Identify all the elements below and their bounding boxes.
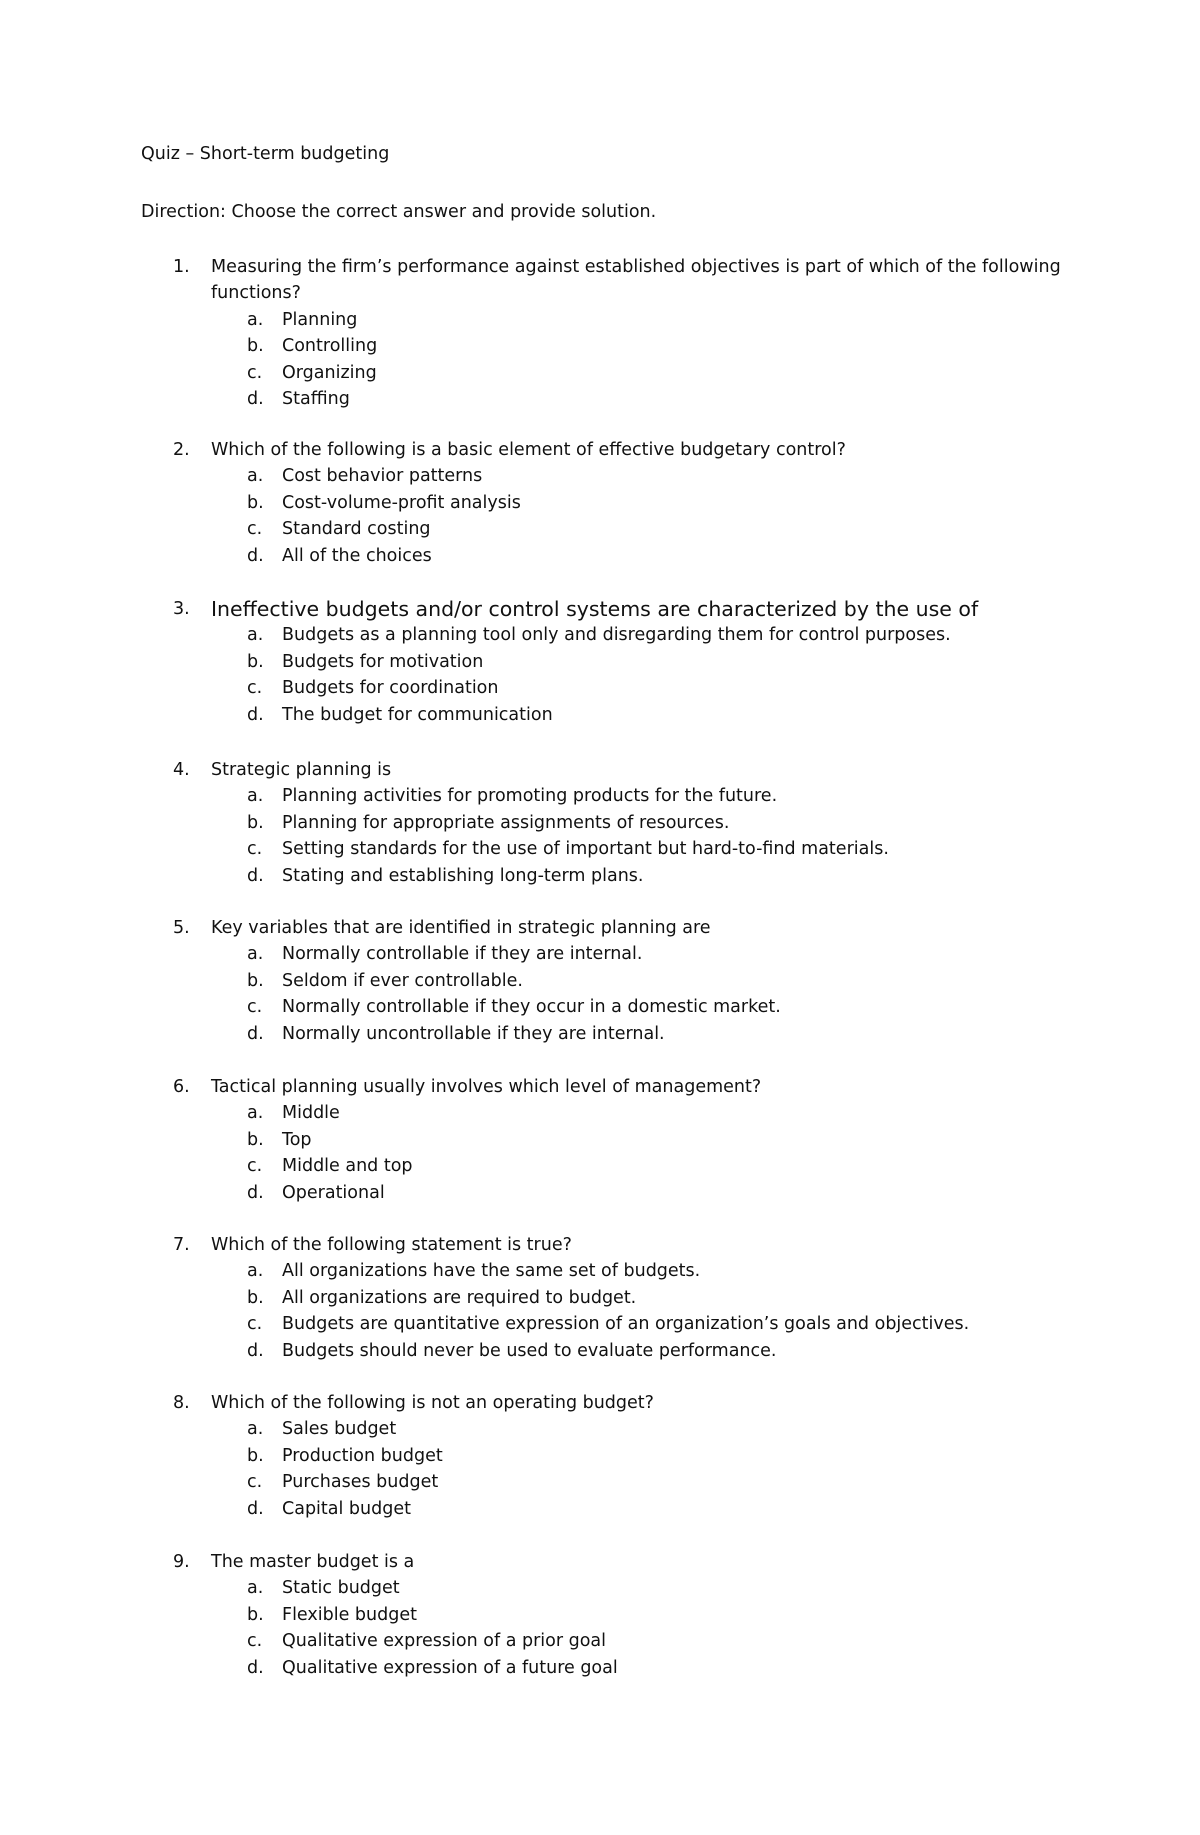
choice-c [0,994,1200,1020]
choice-letter: c. [247,1631,263,1652]
question-number: 2. [173,440,190,460]
choice-letter: b. [247,492,264,513]
choice-text: Budgets as a planning tool only and disregarding them for control purposes. [282,625,951,646]
choice-letter: b. [247,336,264,357]
choice-letter: a. [247,309,264,330]
question-row [0,254,1200,280]
choice-b [0,649,1200,675]
choice-text: Flexible budget [282,1604,417,1625]
choice-d [0,1180,1200,1206]
question-number: 6. [173,1077,190,1097]
choice-text: Middle and top [282,1156,413,1177]
choice-letter: a. [247,944,264,965]
choice-d [0,386,1200,412]
question-number: 4. [173,760,190,780]
choice-c [0,1153,1200,1179]
choice-text: Cost behavior patterns [282,466,483,487]
choice-text: Budgets for coordination [282,678,499,699]
choice-text: Middle [282,1103,340,1124]
choice-text: The budget for communication [282,704,553,725]
choice-b [0,333,1200,359]
question-number: 1. [173,257,190,277]
choice-text: Top [282,1129,312,1150]
choice-d [0,1021,1200,1047]
choice-c [0,1311,1200,1337]
choice-d [0,1338,1200,1364]
choice-c [0,1628,1200,1654]
choice-text: Sales budget [282,1419,397,1440]
choice-a [0,1258,1200,1284]
choice-b [0,1602,1200,1628]
choice-letter: a. [247,786,264,807]
choice-letter: a. [247,466,264,487]
choice-text: Planning [282,309,358,330]
question-row [0,437,1200,463]
choice-text: Normally controllable if they are internal. [282,944,643,965]
choice-letter: c. [247,997,263,1018]
question-text: Strategic planning is [211,760,392,780]
choice-b [0,1285,1200,1311]
choice-text: Normally controllable if they occur in a domestic market. [282,997,781,1018]
question-7 [0,1232,1200,1364]
question-row [0,1390,1200,1416]
question-row [0,915,1200,941]
question-text: Measuring the firm’s performance against established objectives is part of which of the following [211,257,1061,277]
question-8 [0,1390,1200,1522]
direction-text: Direction: Choose the correct answer and provide solution. [141,202,657,222]
question-text: Key variables that are identified in strategic planning are [211,918,711,938]
choice-letter: d. [247,1340,264,1361]
choice-letter: d. [247,388,264,409]
choice-text: Organizing [282,362,377,383]
choice-letter: b. [247,1287,264,1308]
question-3 [0,596,1200,728]
choice-b [0,968,1200,994]
question-row-continued [0,280,1200,306]
choice-letter: d. [247,865,264,886]
choice-letter: b. [247,970,264,991]
choice-c [0,1469,1200,1495]
choice-letter: b. [247,1129,264,1150]
choice-letter: b. [247,812,264,833]
choice-text: Qualitative expression of a future goal [282,1657,618,1678]
question-2 [0,437,1200,569]
choice-text: Standard costing [282,519,431,540]
choice-a [0,1416,1200,1442]
choice-c [0,516,1200,542]
question-row [0,757,1200,783]
choice-letter: c. [247,362,263,383]
choice-letter: d. [247,1182,264,1203]
choice-letter: b. [247,651,264,672]
question-1 [0,254,1200,412]
choice-letter: c. [247,1156,263,1177]
choice-b [0,1443,1200,1469]
choice-text: All organizations have the same set of budgets. [282,1261,701,1282]
choice-a [0,941,1200,967]
choice-text: Static budget [282,1578,400,1599]
choice-text: Purchases budget [282,1472,439,1493]
choice-d [0,1655,1200,1681]
question-row [0,1074,1200,1100]
choice-text: Planning activities for promoting products for the future. [282,786,778,807]
choice-text: Controlling [282,336,378,357]
choice-letter: c. [247,839,263,860]
choice-letter: c. [247,1314,263,1335]
choice-letter: a. [247,625,264,646]
question-number: 7. [173,1235,190,1255]
choice-text: Capital budget [282,1498,411,1519]
question-4 [0,757,1200,889]
question-row [0,1232,1200,1258]
choice-text: Stating and establishing long-term plans. [282,865,644,886]
choice-c [0,360,1200,386]
choice-a [0,622,1200,648]
choice-d [0,1496,1200,1522]
choice-d [0,702,1200,728]
question-number: 9. [173,1552,190,1572]
choice-text: Operational [282,1182,385,1203]
choice-letter: a. [247,1103,264,1124]
choice-letter: d. [247,1498,264,1519]
question-number: 5. [173,918,190,938]
choice-letter: d. [247,1023,264,1044]
choice-text: Cost-volume-profit analysis [282,492,521,513]
question-6 [0,1074,1200,1206]
question-text: Ineffective budgets and/or control systems are characterized by the use of [211,597,979,621]
choice-text: All of the choices [282,545,432,566]
choice-a [0,783,1200,809]
choice-letter: d. [247,545,264,566]
choice-text: Setting standards for the use of important but hard-to-find materials. [282,839,889,860]
choice-text: Budgets are quantitative expression of an organization’s goals and objectives. [282,1314,970,1335]
choice-letter: c. [247,678,263,699]
choice-text: Normally uncontrollable if they are internal. [282,1023,665,1044]
choice-b [0,810,1200,836]
choice-b [0,490,1200,516]
choice-letter: b. [247,1445,264,1466]
choice-text: Staffing [282,388,350,409]
question-text: Which of the following is a basic element of effective budgetary control? [211,440,846,460]
question-number: 8. [173,1393,190,1413]
choice-text: All organizations are required to budget. [282,1287,637,1308]
question-text: Tactical planning usually involves which level of management? [211,1077,762,1097]
choice-letter: d. [247,1657,264,1678]
choice-letter: b. [247,1604,264,1625]
choice-c [0,836,1200,862]
choice-a [0,1100,1200,1126]
choice-letter: a. [247,1578,264,1599]
question-text: Which of the following statement is true? [211,1235,572,1255]
page-title: Quiz – Short-term budgeting [141,144,390,164]
choice-d [0,543,1200,569]
choice-a [0,463,1200,489]
choice-a [0,307,1200,333]
choice-text: Budgets should never be used to evaluate performance. [282,1340,777,1361]
choice-text: Production budget [282,1445,443,1466]
question-row [0,1549,1200,1575]
question-text: The master budget is a [211,1552,415,1572]
choice-a [0,1575,1200,1601]
choice-letter: c. [247,1472,263,1493]
question-text: Which of the following is not an operating budget? [211,1393,654,1413]
question-number: 3. [173,599,190,619]
choice-text: Qualitative expression of a prior goal [282,1631,607,1652]
choice-letter: d. [247,704,264,725]
choice-text: Planning for appropriate assignments of resources. [282,812,730,833]
choice-b [0,1127,1200,1153]
choice-text: Budgets for motivation [282,651,484,672]
choice-letter: c. [247,519,263,540]
choice-letter: a. [247,1261,264,1282]
question-text-continued: functions? [211,283,301,304]
choice-d [0,863,1200,889]
question-5 [0,915,1200,1047]
choice-c [0,675,1200,701]
question-row [0,596,1200,622]
question-9 [0,1549,1200,1681]
choice-text: Seldom if ever controllable. [282,970,523,991]
choice-letter: a. [247,1419,264,1440]
